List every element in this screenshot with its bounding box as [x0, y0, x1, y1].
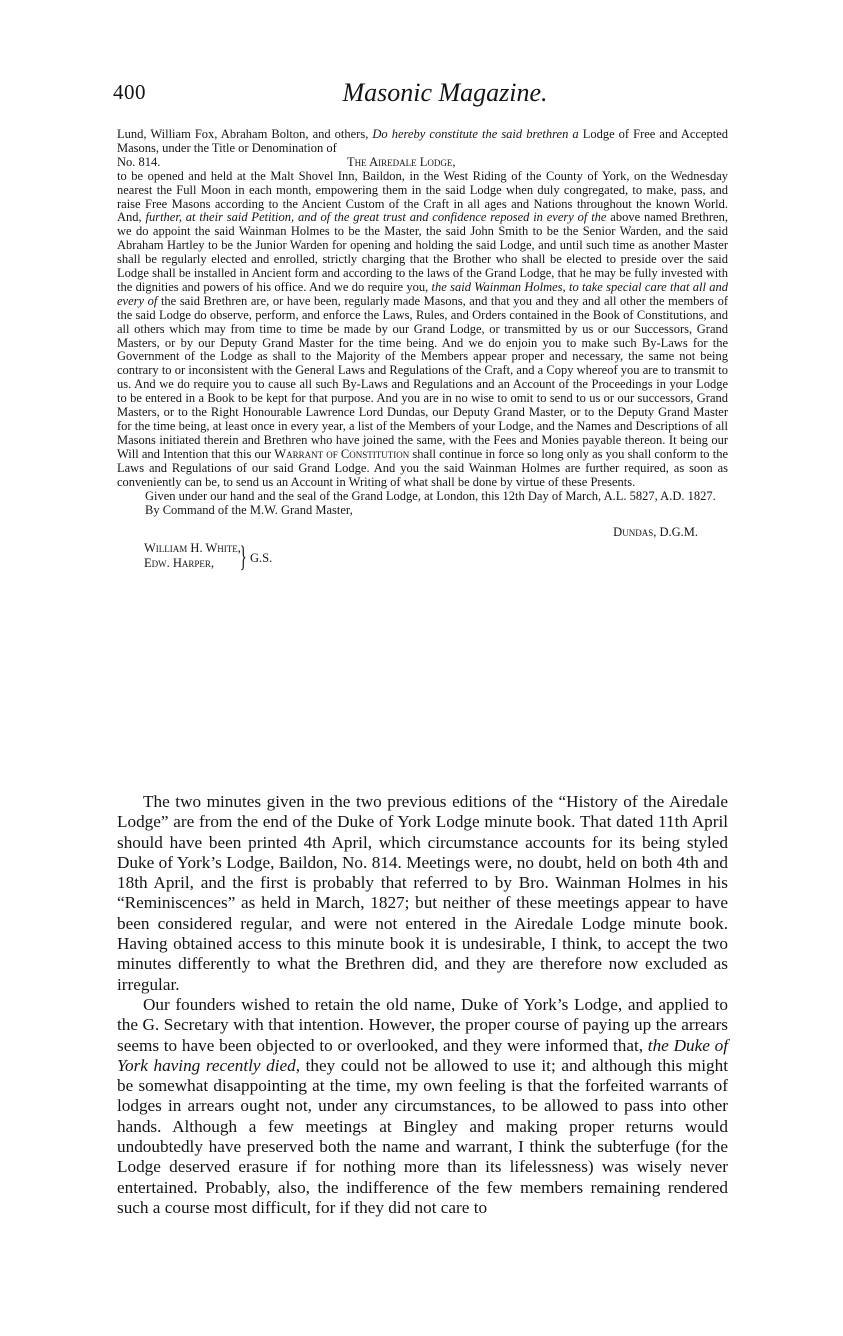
warrant-text-e: the said Brethren are, or have been, regularly made Masons, and that you and they and all other the members of the said Lodge do observe, perform, and enforce the Laws, Rules, and Orders contained in the Book of Constitutions, and all others which may from time to time be made by our Grand Lodge, or transmitted by us or our Successors, Grand Masters, or by our Deputy Grand Master for the time being. And we do enjoin you to make such By-Laws for the Government of the Lodge as shall to the Majority of the Members appear proper and necessary, the same not being contrary to or inconsistent with the General Laws and Regulations of the Craft, and a Copy whereof you are to transmit to us. And we do require you to cause all such By-Laws and Regulations and an Account of the Proceedings in your Lodge to be entered in a Book to be kept for that purpose. And you are in no wise to omit to send to us or our successors, Grand Masters, or to the Right Honourable Lawrence Lord Dundas, our Deputy Grand Master, or to the Deputy Grand Master for the time being, at least once in every year, a list of the Members of your Lodge, and the Names and Descriptions of all Masons initiated therein and Brethren who have joined the same, with the Fees and Monies payable thereon. It being our Will and Intention that this our: [117, 293, 729, 461]
signature-harper: Edw. Harper,: [144, 556, 215, 571]
lodge-number-line: [117, 156, 728, 170]
running-title: Masonic Magazine.: [342, 78, 548, 107]
grand-secretary-label: G.S.: [250, 551, 273, 566]
warrant-text: [117, 128, 728, 576]
intro-text-end: Lodge of Free and Accepted Masons, under the Title or Denomination of: [117, 127, 729, 155]
lodge-number: No. 814.: [117, 154, 161, 169]
founders-text-c: they could not be allowed to use it; and although this might be somewhat disappointing at the time, my own feeling is that the forfeited warrants of lodges in arrears ought not, under any circumstances, to be allowed to pass into other hands. Although a few meetings at Bingley and making proper returns would undoubtedly have preserved both the name and warrant, I think the subterfuge (for the Lodge deserved erasure if for nothing more than its lifelessness) was wisely never entertained. Probably, also, the indifference of the few members remaining rendered such a course most difficult, for if they did not care to: [117, 1055, 728, 1217]
intro-italic: Do hereby constitute the said brethren a: [372, 127, 579, 141]
dundas-name: Dundas, D.G.M.: [613, 525, 698, 540]
warrant-main-paragraph: [117, 170, 728, 490]
dundas-signature: [117, 526, 728, 540]
by-command: By Command of the M.W. Grand Master,: [145, 503, 353, 518]
page-number: 400: [113, 80, 146, 104]
warrant-of-constitution: Warrant of Constitution: [274, 446, 410, 461]
paragraph-founders: [117, 995, 728, 1218]
given-under-hand: Given under our hand and the seal of the Grand Lodge, at London, this 12th Day of March, A.L. 5827, A.D. 1827.: [145, 488, 716, 503]
article-body: [117, 792, 728, 1218]
warrant-text-c: above named Brethren, we do appoint the said Wainman Holmes to be the Master, the said John Smith to be the Senior Warden, and the said Abraham Hartley to be the Junior Warden for opening and holding the said Lodge, and until such time as another Master shall be regularly elected and enrolled, strictly charging that the Brother who shall be elected to preside over the said Lodge shall be installed in Ancient form and according to the laws of the Grand Lodge, that he may be fully invested with the dignities and powers of his office. And we do require you,: [117, 210, 728, 294]
warrant-intro: [117, 128, 728, 156]
intro-text: Lund, William Fox, Abraham Bolton, and others,: [117, 127, 373, 141]
founders-text-a: Our founders wished to retain the old name, Duke of York’s Lodge, and applied to the G. Secretary with that intention. However, the proper course of paying up the arrears seems to have been objected to or overlooked, and they were informed that,: [117, 994, 728, 1055]
warrant-text-g: shall continue in force so long only as you shall conform to the Laws and Regulations of our said Grand Lodge. And you the said Wainman Holmes are further required, as soon as conveniently can be, to send us an Account in Writing of what shall be done by virtue of these Presents.: [117, 446, 728, 489]
brace-glyph: }: [239, 540, 247, 574]
lodge-name: The Airedale Lodge,: [347, 154, 456, 169]
paragraph-minutes: The two minutes given in the two previous editions of the “History of the Airedale Lodge” are from the end of the Duke of York Lodge minute book. That dated 11th April should have been printed 4th April, which circumstance accounts for its being styled Duke of York’s Lodge, Baildon, No. 814. Meetings were, no doubt, held on both 4th and 18th April, and the first is probably that referred to by Bro. Wainman Holmes in his “Reminiscences” as held in March, 1827; but neither of these meetings appear to have been considered regular, and were not entered in the Airedale Lodge minute book. Having obtained access to this minute book it is undesirable, I think, to accept the two minutes differently to what the Brethren did, and they are therefore now excluded as irregular.: [117, 792, 728, 994]
warrant-italic-b: further, at their said Petition, and of the great trust and confidence reposed in every of the: [145, 210, 607, 225]
founders-italic: the Duke of York having recently died,: [117, 1035, 728, 1075]
grand-secretaries-signatures: [117, 542, 728, 576]
signature-white: William H. White,: [144, 541, 241, 556]
warrant-text-a: to be opened and held at the Malt Shovel Inn, Baildon, in the West Riding of the County of York, on the Wednesday nearest the Full Moon in each month, empowering them in the said Lodge when duly congregated, to make, pass, and raise Free Masons according to the Ancient Custom of the Craft in all ages and Nations throughout the known World. And,: [117, 168, 728, 225]
warrant-italic-d: the said Wainman Holmes, to take special care that all and every of: [117, 279, 728, 308]
